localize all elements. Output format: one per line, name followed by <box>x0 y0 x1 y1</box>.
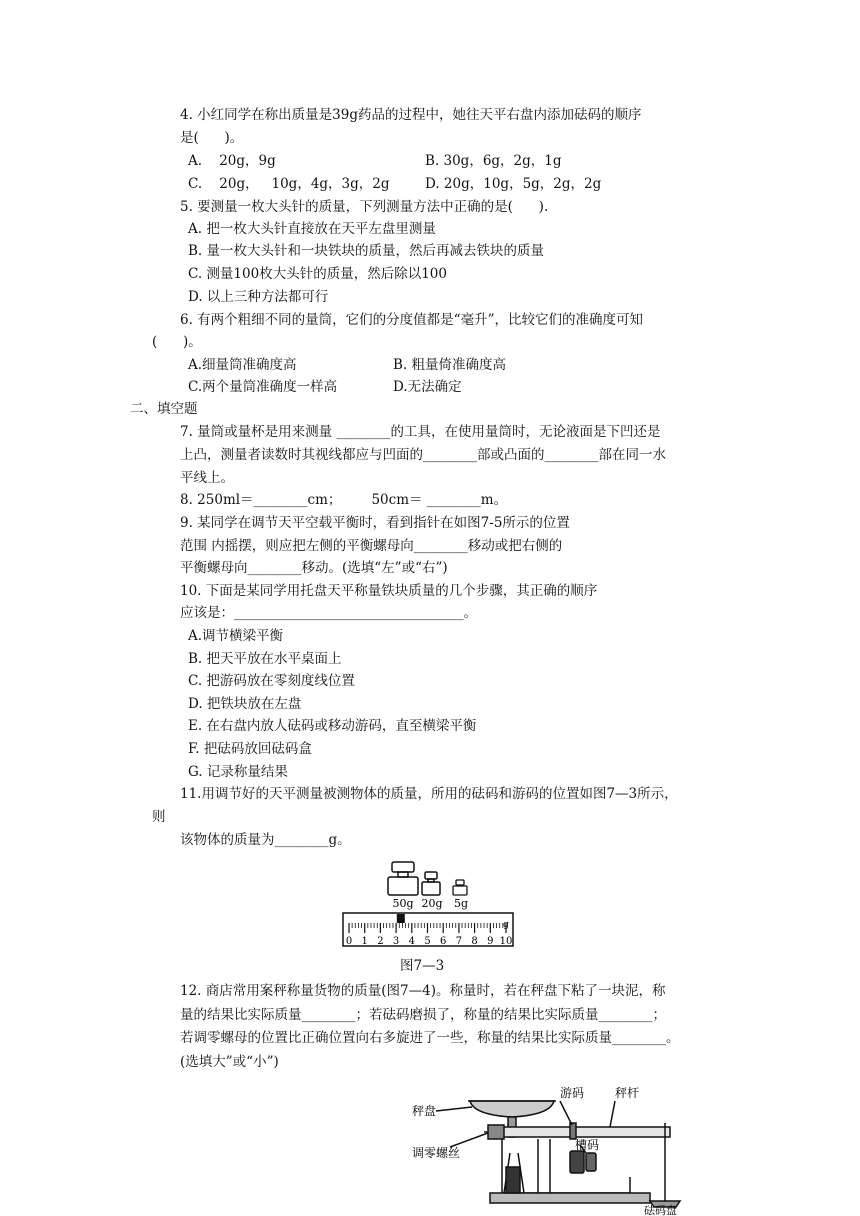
q10-step: F. 把砝码放回砝码盒 <box>188 741 312 757</box>
label-rider: 游码 <box>560 1086 585 1100</box>
scale-tick-label: 3 <box>392 936 400 947</box>
q4-stem-line1: 4. 小红同学在称出质量是39g药品的过程中，她往天平右盘内添加砝码的顺序 <box>180 107 642 123</box>
q4-stem-line2: 是( )。 <box>180 130 244 146</box>
q10-step: B. 把天平放在水平桌面上 <box>188 651 342 667</box>
q10-step: E. 在右盘内放人砝码或移动游码，直至横梁平衡 <box>188 718 477 734</box>
q5-option-d: D. 以上三种方法都可行 <box>188 289 329 305</box>
q12-line2: 量的结果比实际质量________；若砝码磨损了，称量的结果比实际质量________； <box>180 1007 666 1023</box>
q9-line2: 范围 内摇摆，则应把左侧的平衡螺母向________移动或把右侧的 <box>180 538 563 554</box>
q5-option-b: B. 量一枚大头针和一块铁块的质量，然后再减去铁块的质量 <box>188 243 545 259</box>
q6-stem-line2: ( )。 <box>152 334 202 350</box>
q6-stem-line1: 6. 有两个粗细不同的量筒，它们的分度值都是“毫升”，比较它们的准确度可知 <box>180 312 643 328</box>
scale-tick-label: 1 <box>361 936 368 947</box>
scale-tick-label: 7 <box>455 936 463 947</box>
q7-line2: 上凸，测量者读数时其视线都应与凹面的________部或凸面的________部在同一水 <box>180 447 666 463</box>
q12-line4: (选填大”或“小”) <box>180 1054 279 1070</box>
weight-label-5g: 5g <box>453 897 469 910</box>
label-slot-weight: 槽码 <box>575 1138 600 1152</box>
pan-shape <box>470 1101 554 1117</box>
label-pan: 秤盘 <box>412 1104 437 1118</box>
q4-option-d: D. 20g，10g，5g，2g，2g <box>425 176 602 192</box>
scale-tick-label: 6 <box>440 936 447 947</box>
q5-stem: 5. 要测量一枚大头针的质量，下列测量方法中正确的是( ). <box>180 199 549 215</box>
q4-option-a: A. 20g，9g <box>188 153 276 169</box>
scale-unit: g <box>503 920 509 930</box>
q5-option-c: C. 测量100枚大头针的质量，然后除以100 <box>188 266 447 282</box>
q7-line1: 7. 量筒或量杯是用来测量 ________的工具，在使用量筒时，无论液面是下凹还是 <box>180 424 661 440</box>
scale-tick-label: 5 <box>424 936 431 947</box>
scale-tick-label: 2 <box>377 936 384 947</box>
q5-option-a: A. 把一枚大头针直接放在天平左盘里测量 <box>188 221 436 237</box>
label-zero-screw: 调零螺丝 <box>412 1146 461 1160</box>
weight-5g-icon <box>453 880 467 895</box>
q12-line1: 12. 商店常用案秤称量货物的质量(图7—4)。称量时，若在秤盘下粘了一块泥，称 <box>180 983 666 999</box>
q10-step: G. 记录称量结果 <box>188 764 288 780</box>
q6-option-b: B. 粗量倚准确度高 <box>393 357 507 373</box>
figure-7-3-caption: 图7—3 <box>400 958 445 974</box>
q11-line2: 则 <box>152 809 166 825</box>
q6-option-d: D.无法确定 <box>393 379 462 395</box>
q7-line3: 平线上。 <box>180 470 234 486</box>
q10-line2: 应该是：__________________________________。 <box>180 605 477 621</box>
q9-line1: 9. 某同学在调节天平空载平衡时，看到指针在如图7-5所示的位置 <box>180 515 570 531</box>
section-heading: 二、填空题 <box>130 401 198 417</box>
weight-50g-icon <box>388 862 418 895</box>
scale-tick-label: 8 <box>471 936 478 947</box>
weight-20g-icon <box>422 872 440 895</box>
scale-tick-label: 9 <box>487 936 494 947</box>
q6-option-a: A.细量筒准确度高 <box>188 357 297 373</box>
q9-line3: 平衡螺母向________移动。(选填“左”或“右”) <box>180 560 448 576</box>
label-weight-pan: 砝码盘 <box>644 1204 677 1216</box>
q4-option-c: C. 20g， 10g，4g，3g，2g <box>188 176 390 192</box>
q10-line1: 10. 下面是某同学用托盘天平称量铁块质量的几个步骤，其正确的顺序 <box>180 583 598 599</box>
q8-line: 8. 250ml＝________cm； 50cm＝ ________m。 <box>180 492 508 508</box>
scale-tick-label: 4 <box>408 936 415 947</box>
q11-line3: 该物体的质量为________g。 <box>180 832 351 848</box>
q10-step: A.调节横梁平衡 <box>188 628 284 644</box>
weight-label-20g: 20g <box>421 897 443 910</box>
q6-option-c: C.两个量筒准确度一样高 <box>188 379 338 395</box>
q10-step: D. 把铁块放在左盘 <box>188 696 302 712</box>
label-beam: 秤杆 <box>615 1086 640 1100</box>
rider-marker <box>397 914 405 923</box>
beam-shape <box>490 1127 670 1137</box>
q12-line3: 若调零螺母的位置比正确位置向右多旋进了一些，称量的结果比实际质量________。 <box>180 1030 680 1046</box>
scale-tick-label: 10 <box>499 936 513 947</box>
q4-option-b: B. 30g，6g，2g，1g <box>425 153 562 169</box>
q10-step: C. 把游码放在零刻度线位置 <box>188 673 355 689</box>
q11-line1: 11.用调节好的天平测量被测物体的质量，所用的砝码和游码的位置如图7—3所示， <box>180 786 678 802</box>
weight-label-50g: 50g <box>392 897 414 910</box>
scale-tick-label: 0 <box>345 936 353 947</box>
figure-7-4 <box>410 1083 710 1216</box>
figure-7-3 <box>330 855 530 955</box>
